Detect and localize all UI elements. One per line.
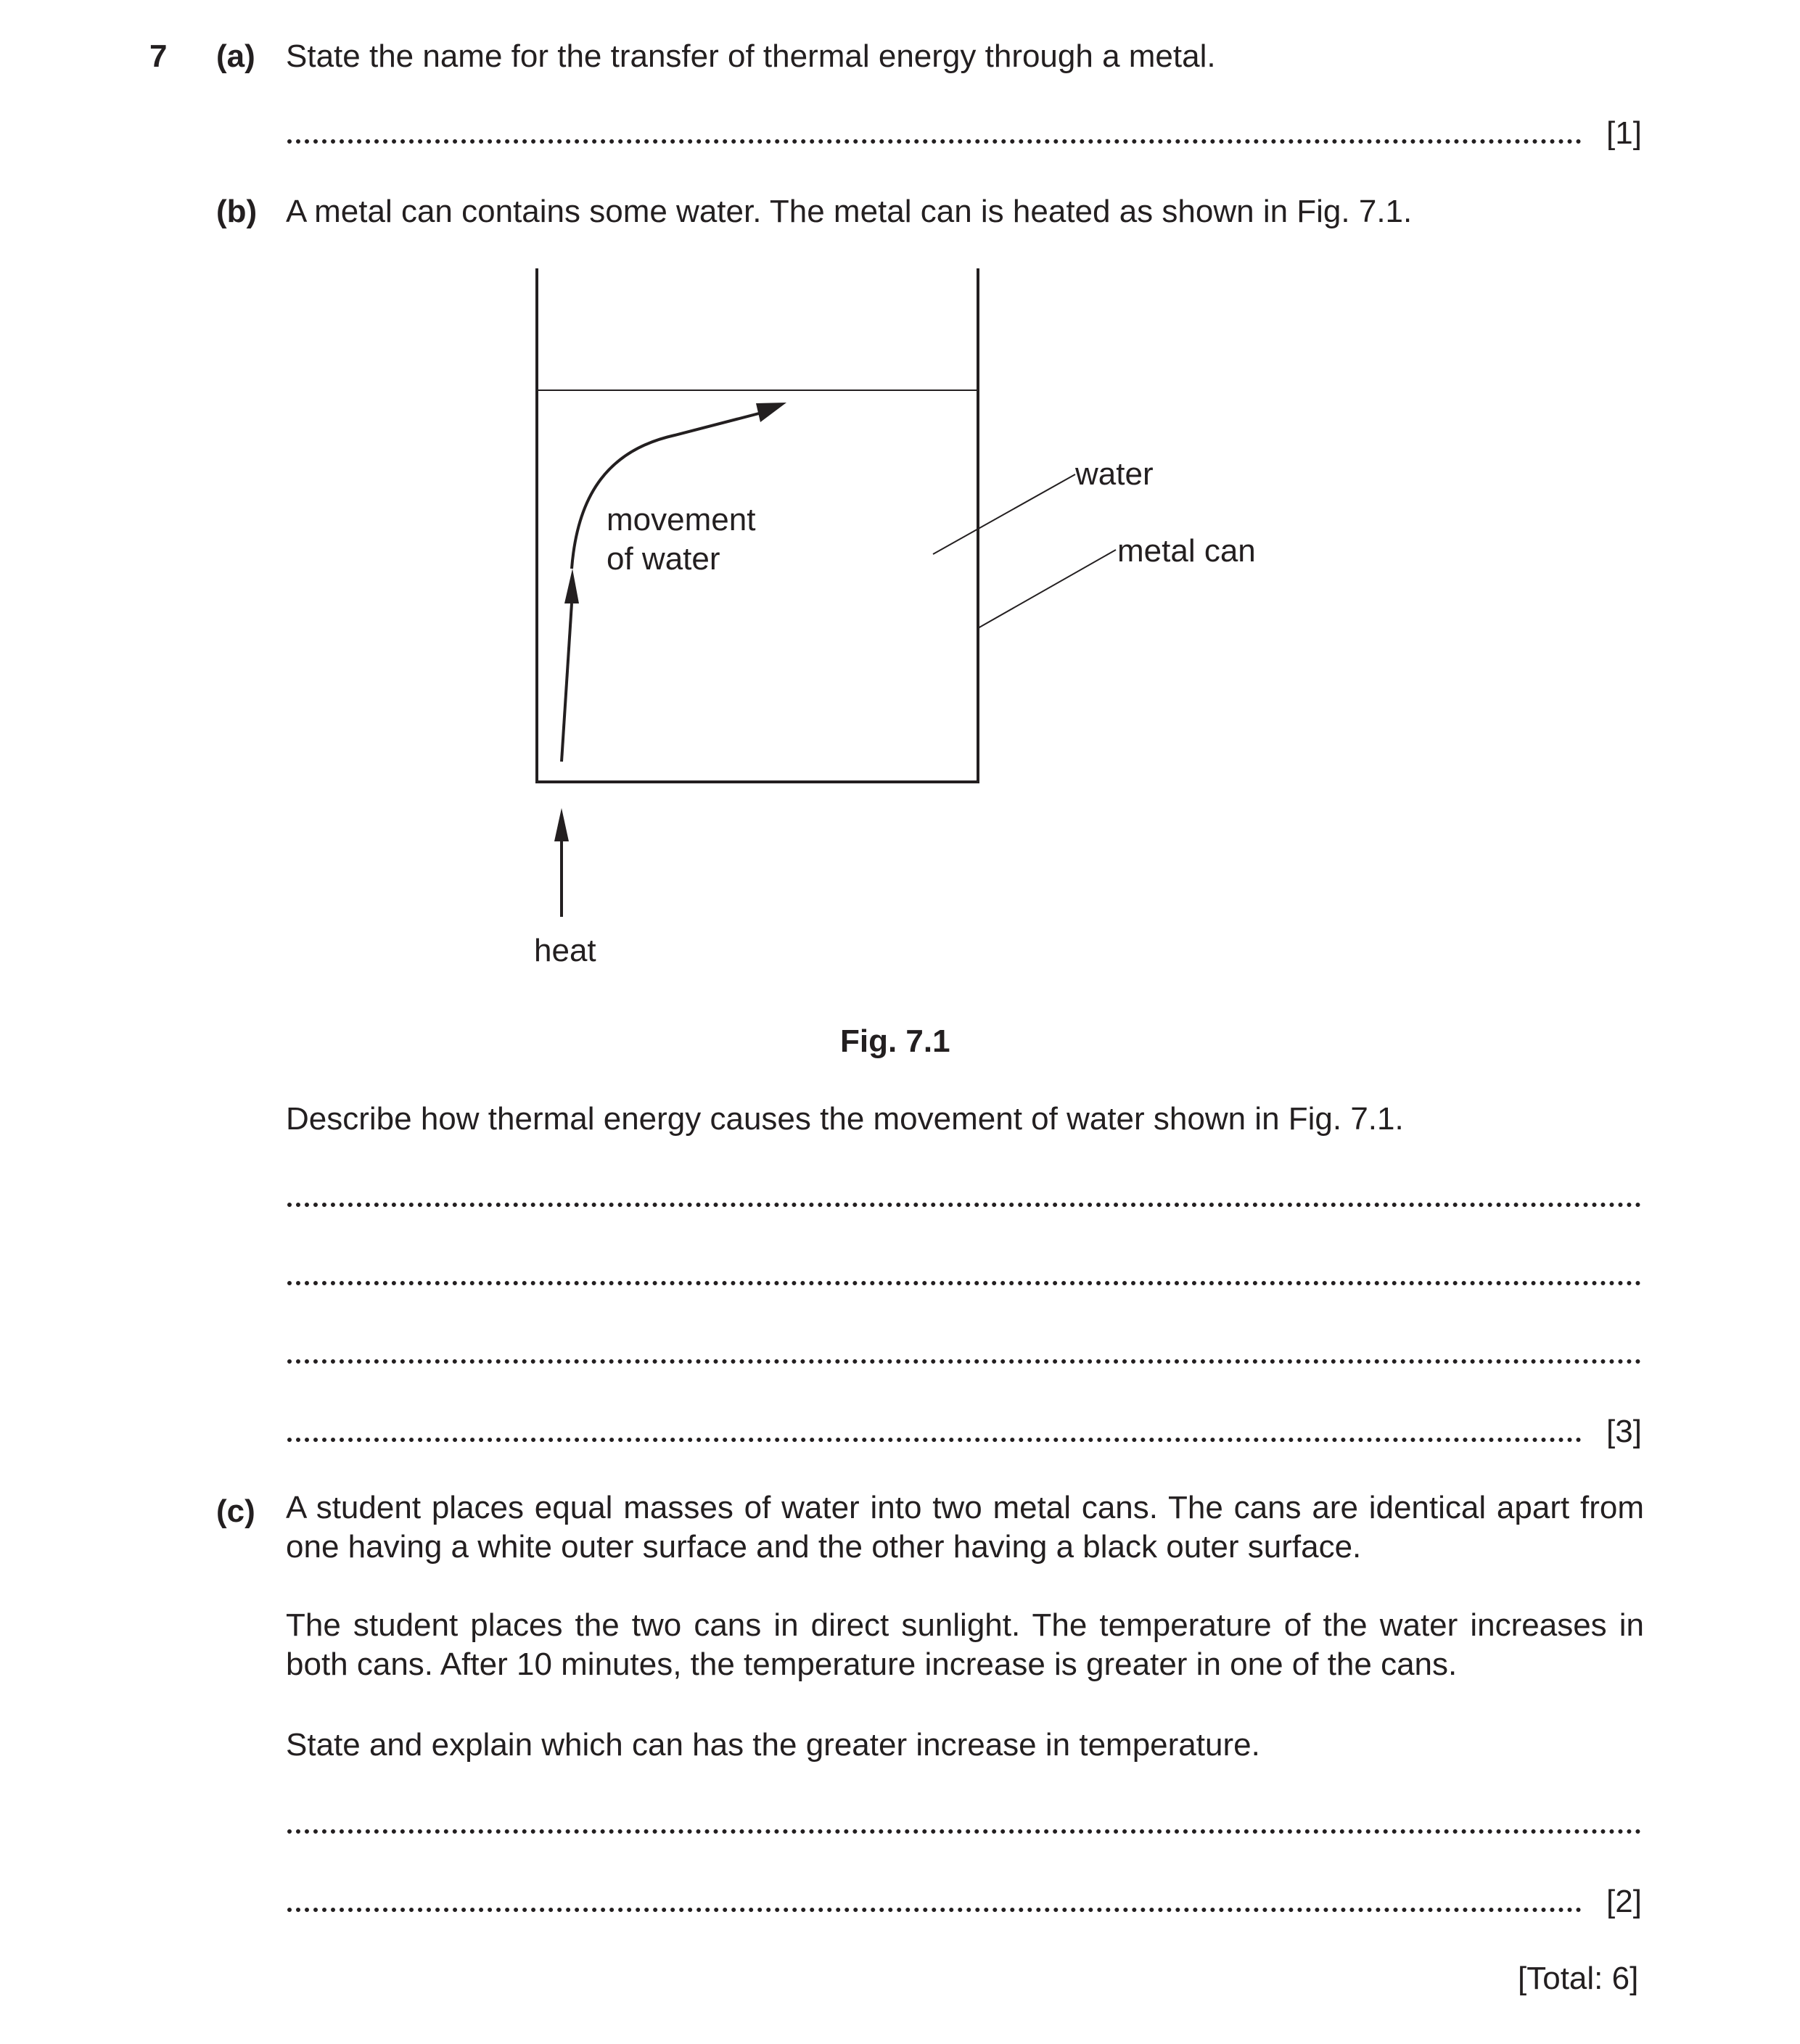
part-a-marks: [1]	[1606, 115, 1642, 151]
heat-arrowhead	[554, 808, 569, 841]
part-b-answer-line-2[interactable]	[287, 1281, 1641, 1285]
metal-can-label: metal can	[1117, 533, 1256, 569]
figure-caption: Fig. 7.1	[840, 1023, 950, 1059]
part-a-question: State the name for the transfer of thermal energy through a metal.	[286, 38, 1216, 74]
part-c-paragraph-2-text: The student places the two cans in direct sunlight. The temperature of the water increases in both cans. After 10 minutes, the temperature increase is greater in one of the cans.	[286, 1607, 1644, 1682]
part-c-paragraph-1-text: A student places equal masses of water into two metal cans. The cans are identical apart from one having a white outer surface and the other having a black outer surface.	[286, 1490, 1644, 1565]
part-b-answer-line-4[interactable]	[287, 1438, 1582, 1442]
heat-label: heat	[534, 933, 596, 968]
part-b-question: Describe how thermal energy causes the movement of water shown in Fig. 7.1.	[286, 1101, 1404, 1137]
movement-label-line2: of water	[607, 541, 720, 577]
metal-can-leader-line	[978, 550, 1116, 628]
rising-water-line	[562, 603, 572, 762]
part-b-marks: [3]	[1606, 1414, 1642, 1449]
part-c-answer-line-1[interactable]	[287, 1829, 1641, 1834]
part-b-answer-line-1[interactable]	[287, 1203, 1641, 1207]
part-c-paragraph-1	[286, 1488, 1644, 1567]
question-number: 7	[149, 38, 168, 74]
part-b-answer-line-3[interactable]	[287, 1359, 1641, 1364]
water-leader-line	[933, 474, 1075, 554]
movement-label-line1: movement	[607, 502, 756, 537]
part-a-label: (a)	[216, 38, 255, 74]
part-c-marks: [2]	[1606, 1884, 1642, 1919]
part-c-paragraph-2	[286, 1606, 1644, 1684]
part-c-question: State and explain which can has the greater increase in temperature.	[286, 1727, 1260, 1763]
part-c-label: (c)	[216, 1493, 255, 1529]
part-b-label: (b)	[216, 194, 258, 229]
curved-water-arrowhead	[756, 403, 786, 422]
part-c-answer-line-2[interactable]	[287, 1908, 1582, 1912]
part-b-intro: A metal can contains some water. The metal can is heated as shown in Fig. 7.1.	[286, 194, 1413, 229]
question-total: [Total: 6]	[1518, 1961, 1639, 1996]
water-label: water	[1075, 456, 1154, 492]
rising-water-arrowhead	[564, 569, 579, 603]
metal-can-outline	[537, 268, 978, 782]
